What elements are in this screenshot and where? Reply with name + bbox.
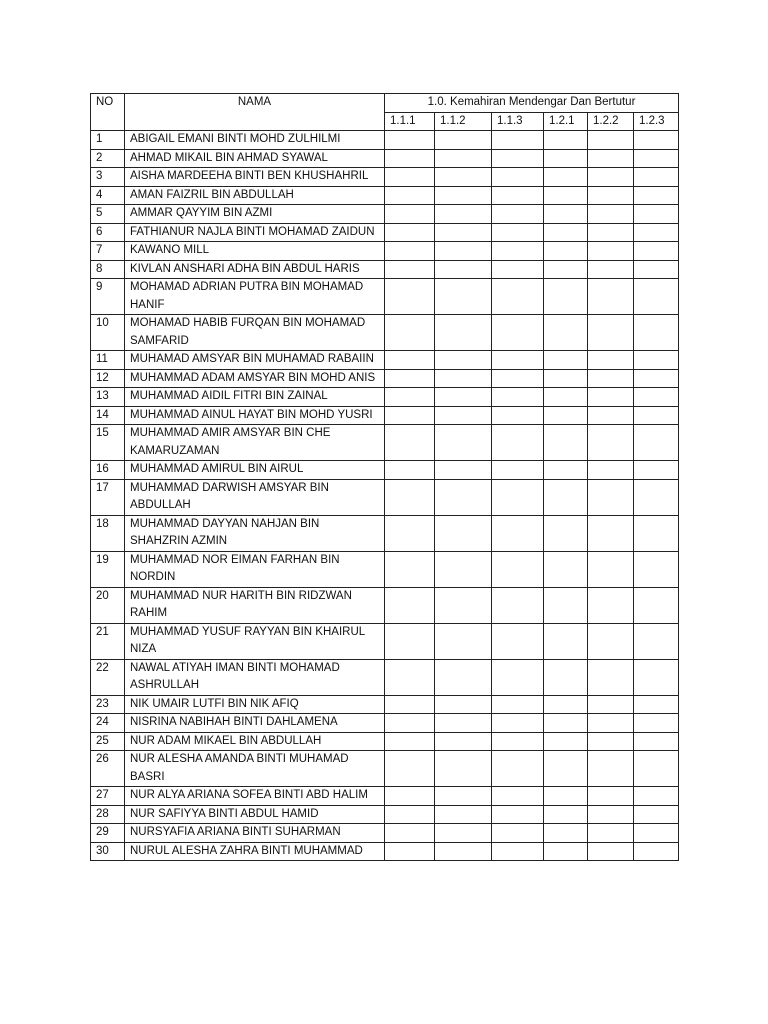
assessment-cell[interactable] bbox=[385, 714, 435, 733]
assessment-cell[interactable] bbox=[544, 805, 588, 824]
table-row bbox=[91, 425, 679, 461]
assessment-cell[interactable] bbox=[435, 223, 492, 242]
row-number: 23 bbox=[91, 695, 125, 714]
assessment-cell[interactable] bbox=[544, 714, 588, 733]
assessment-cell[interactable] bbox=[588, 351, 634, 370]
table-row bbox=[91, 315, 679, 351]
row-number: 9 bbox=[91, 279, 125, 315]
assessment-cell[interactable] bbox=[544, 406, 588, 425]
assessment-cell[interactable] bbox=[544, 461, 588, 480]
assessment-cell[interactable] bbox=[435, 168, 492, 187]
assessment-cell[interactable] bbox=[435, 369, 492, 388]
student-name: NUR ADAM MIKAEL BIN ABDULLAH bbox=[125, 732, 385, 751]
assessment-cell[interactable] bbox=[588, 479, 634, 515]
assessment-cell[interactable] bbox=[544, 186, 588, 205]
assessment-cell[interactable] bbox=[435, 751, 492, 787]
table-row bbox=[91, 223, 679, 242]
row-number: 24 bbox=[91, 714, 125, 733]
table-row bbox=[91, 461, 679, 480]
student-name: NUR ALYA ARIANA SOFEA BINTI ABD HALIM bbox=[125, 787, 385, 806]
assessment-cell[interactable] bbox=[588, 515, 634, 551]
assessment-cell[interactable] bbox=[544, 242, 588, 261]
assessment-cell[interactable] bbox=[634, 223, 679, 242]
student-name: KIVLAN ANSHARI ADHA BIN ABDUL HARIS bbox=[125, 260, 385, 279]
row-number: 6 bbox=[91, 223, 125, 242]
assessment-cell[interactable] bbox=[435, 787, 492, 806]
table-row bbox=[91, 587, 679, 623]
assessment-cell[interactable] bbox=[544, 369, 588, 388]
assessment-cell[interactable] bbox=[588, 168, 634, 187]
header-row-main bbox=[91, 94, 679, 113]
assessment-cell[interactable] bbox=[634, 805, 679, 824]
assessment-cell[interactable] bbox=[544, 149, 588, 168]
table-row bbox=[91, 369, 679, 388]
assessment-cell[interactable] bbox=[492, 751, 544, 787]
assessment-cell[interactable] bbox=[544, 787, 588, 806]
row-number: 30 bbox=[91, 842, 125, 861]
assessment-cell[interactable] bbox=[492, 461, 544, 480]
assessment-cell[interactable] bbox=[544, 515, 588, 551]
assessment-cell[interactable] bbox=[492, 714, 544, 733]
assessment-cell[interactable] bbox=[492, 369, 544, 388]
assessment-cell[interactable] bbox=[634, 732, 679, 751]
row-number: 25 bbox=[91, 732, 125, 751]
assessment-cell[interactable] bbox=[634, 279, 679, 315]
assessment-cell[interactable] bbox=[544, 205, 588, 224]
student-name: KAWANO MILL bbox=[125, 242, 385, 261]
table-row bbox=[91, 732, 679, 751]
sub-header-1-2-2: 1.2.2 bbox=[588, 112, 634, 131]
assessment-cell[interactable] bbox=[544, 351, 588, 370]
assessment-cell[interactable] bbox=[435, 242, 492, 261]
row-number: 1 bbox=[91, 131, 125, 150]
table-row bbox=[91, 186, 679, 205]
assessment-cell[interactable] bbox=[435, 695, 492, 714]
row-number: 27 bbox=[91, 787, 125, 806]
table-row bbox=[91, 751, 679, 787]
assessment-cell[interactable] bbox=[492, 695, 544, 714]
assessment-cell[interactable] bbox=[634, 242, 679, 261]
assessment-cell[interactable] bbox=[385, 223, 435, 242]
assessment-cell[interactable] bbox=[435, 479, 492, 515]
assessment-cell[interactable] bbox=[634, 787, 679, 806]
student-name: ABIGAIL EMANI BINTI MOHD ZULHILMI bbox=[125, 131, 385, 150]
assessment-cell[interactable] bbox=[544, 168, 588, 187]
assessment-cell[interactable] bbox=[385, 551, 435, 587]
student-name: MOHAMAD HABIB FURQAN BIN MOHAMAD SAMFARID bbox=[125, 315, 385, 351]
assessment-cell[interactable] bbox=[385, 842, 435, 861]
sub-header-1-2-3: 1.2.3 bbox=[634, 112, 679, 131]
table-row bbox=[91, 714, 679, 733]
assessment-cell[interactable] bbox=[634, 168, 679, 187]
assessment-cell[interactable] bbox=[588, 260, 634, 279]
assessment-cell[interactable] bbox=[435, 388, 492, 407]
assessment-cell[interactable] bbox=[435, 587, 492, 623]
assessment-cell[interactable] bbox=[385, 587, 435, 623]
assessment-cell[interactable] bbox=[492, 515, 544, 551]
assessment-cell[interactable] bbox=[385, 168, 435, 187]
student-name: NAWAL ATIYAH IMAN BINTI MOHAMAD ASHRULLAH bbox=[125, 659, 385, 695]
assessment-cell[interactable] bbox=[588, 623, 634, 659]
assessment-cell[interactable] bbox=[634, 751, 679, 787]
assessment-cell[interactable] bbox=[385, 805, 435, 824]
assessment-cell[interactable] bbox=[634, 515, 679, 551]
assessment-cell[interactable] bbox=[634, 260, 679, 279]
assessment-cell[interactable] bbox=[634, 406, 679, 425]
table-header bbox=[91, 94, 679, 131]
assessment-cell[interactable] bbox=[544, 732, 588, 751]
student-name: NISRINA NABIHAH BINTI DAHLAMENA bbox=[125, 714, 385, 733]
assessment-cell[interactable] bbox=[588, 805, 634, 824]
assessment-cell[interactable] bbox=[492, 623, 544, 659]
table-row bbox=[91, 787, 679, 806]
table-row bbox=[91, 351, 679, 370]
row-number: 12 bbox=[91, 369, 125, 388]
assessment-cell[interactable] bbox=[492, 131, 544, 150]
row-number: 5 bbox=[91, 205, 125, 224]
table-row bbox=[91, 279, 679, 315]
assessment-cell[interactable] bbox=[385, 315, 435, 351]
assessment-cell[interactable] bbox=[435, 732, 492, 751]
assessment-cell[interactable] bbox=[385, 186, 435, 205]
assessment-cell[interactable] bbox=[385, 242, 435, 261]
assessment-cell[interactable] bbox=[634, 551, 679, 587]
student-name: MUHAMAD AMSYAR BIN MUHAMAD RABAIIN bbox=[125, 351, 385, 370]
assessment-cell[interactable] bbox=[492, 315, 544, 351]
column-header-no: NO bbox=[91, 94, 125, 131]
assessment-cell[interactable] bbox=[544, 279, 588, 315]
assessment-cell[interactable] bbox=[544, 223, 588, 242]
student-name: MUHAMMAD AMIRUL BIN AIRUL bbox=[125, 461, 385, 480]
assessment-cell[interactable] bbox=[634, 695, 679, 714]
assessment-cell[interactable] bbox=[435, 623, 492, 659]
table-row bbox=[91, 695, 679, 714]
student-name: MUHAMMAD DAYYAN NAHJAN BIN SHAHZRIN AZMIN bbox=[125, 515, 385, 551]
assessment-cell[interactable] bbox=[544, 479, 588, 515]
assessment-cell[interactable] bbox=[634, 351, 679, 370]
assessment-cell[interactable] bbox=[634, 205, 679, 224]
assessment-cell[interactable] bbox=[588, 149, 634, 168]
assessment-cell[interactable] bbox=[544, 695, 588, 714]
assessment-cell[interactable] bbox=[634, 131, 679, 150]
table-row bbox=[91, 149, 679, 168]
assessment-cell[interactable] bbox=[634, 587, 679, 623]
assessment-cell[interactable] bbox=[544, 551, 588, 587]
assessment-cell[interactable] bbox=[634, 369, 679, 388]
assessment-cell[interactable] bbox=[588, 551, 634, 587]
assessment-cell[interactable] bbox=[435, 659, 492, 695]
row-number: 21 bbox=[91, 623, 125, 659]
assessment-cell[interactable] bbox=[435, 279, 492, 315]
table-body bbox=[91, 131, 679, 861]
assessment-cell[interactable] bbox=[435, 406, 492, 425]
assessment-cell[interactable] bbox=[492, 279, 544, 315]
row-number: 20 bbox=[91, 587, 125, 623]
table-row bbox=[91, 659, 679, 695]
assessment-cell[interactable] bbox=[492, 168, 544, 187]
assessment-cell[interactable] bbox=[385, 824, 435, 843]
assessment-cell[interactable] bbox=[385, 425, 435, 461]
assessment-cell[interactable] bbox=[588, 242, 634, 261]
row-number: 22 bbox=[91, 659, 125, 695]
assessment-cell[interactable] bbox=[435, 149, 492, 168]
assessment-cell[interactable] bbox=[492, 388, 544, 407]
assessment-cell[interactable] bbox=[634, 315, 679, 351]
assessment-cell[interactable] bbox=[435, 425, 492, 461]
sub-header-1-2-1: 1.2.1 bbox=[544, 112, 588, 131]
table-row bbox=[91, 406, 679, 425]
assessment-cell[interactable] bbox=[492, 805, 544, 824]
assessment-cell[interactable] bbox=[634, 659, 679, 695]
row-number: 10 bbox=[91, 315, 125, 351]
student-name: MUHAMMAD ADAM AMSYAR BIN MOHD ANIS bbox=[125, 369, 385, 388]
assessment-cell[interactable] bbox=[385, 369, 435, 388]
table-row bbox=[91, 479, 679, 515]
assessment-cell[interactable] bbox=[544, 842, 588, 861]
row-number: 7 bbox=[91, 242, 125, 261]
assessment-cell[interactable] bbox=[544, 659, 588, 695]
student-name: NURSYAFIA ARIANA BINTI SUHARMAN bbox=[125, 824, 385, 843]
assessment-cell[interactable] bbox=[634, 149, 679, 168]
student-name: AMMAR QAYYIM BIN AZMI bbox=[125, 205, 385, 224]
assessment-cell[interactable] bbox=[385, 659, 435, 695]
assessment-cell[interactable] bbox=[435, 551, 492, 587]
student-name: NIK UMAIR LUTFI BIN NIK AFIQ bbox=[125, 695, 385, 714]
assessment-cell[interactable] bbox=[634, 388, 679, 407]
assessment-cell[interactable] bbox=[588, 732, 634, 751]
assessment-cell[interactable] bbox=[544, 260, 588, 279]
assessment-cell[interactable] bbox=[385, 279, 435, 315]
student-name: NURUL ALESHA ZAHRA BINTI MUHAMMAD bbox=[125, 842, 385, 861]
student-name: MUHAMMAD NUR HARITH BIN RIDZWAN RAHIM bbox=[125, 587, 385, 623]
table-row bbox=[91, 205, 679, 224]
assessment-cell[interactable] bbox=[634, 186, 679, 205]
assessment-cell[interactable] bbox=[588, 659, 634, 695]
assessment-cell[interactable] bbox=[492, 351, 544, 370]
assessment-cell[interactable] bbox=[588, 186, 634, 205]
row-number: 19 bbox=[91, 551, 125, 587]
assessment-cell[interactable] bbox=[588, 406, 634, 425]
assessment-cell[interactable] bbox=[634, 842, 679, 861]
assessment-cell[interactable] bbox=[588, 279, 634, 315]
table-row bbox=[91, 623, 679, 659]
assessment-cell[interactable] bbox=[492, 149, 544, 168]
table-row bbox=[91, 131, 679, 150]
student-name: MOHAMAD ADRIAN PUTRA BIN MOHAMAD HANIF bbox=[125, 279, 385, 315]
row-number: 18 bbox=[91, 515, 125, 551]
sub-header-1-1-3: 1.1.3 bbox=[492, 112, 544, 131]
student-name: AHMAD MIKAIL BIN AHMAD SYAWAL bbox=[125, 149, 385, 168]
assessment-cell[interactable] bbox=[435, 131, 492, 150]
assessment-cell[interactable] bbox=[435, 461, 492, 480]
assessment-cell[interactable] bbox=[588, 223, 634, 242]
column-header-name: NAMA bbox=[125, 94, 385, 131]
assessment-cell[interactable] bbox=[588, 751, 634, 787]
assessment-cell[interactable] bbox=[435, 315, 492, 351]
assessment-cell[interactable] bbox=[634, 623, 679, 659]
student-name: NUR ALESHA AMANDA BINTI MUHAMAD BASRI bbox=[125, 751, 385, 787]
column-group-header: 1.0. Kemahiran Mendengar Dan Bertutur bbox=[385, 94, 679, 113]
assessment-cell[interactable] bbox=[588, 425, 634, 461]
assessment-cell[interactable] bbox=[492, 659, 544, 695]
assessment-cell[interactable] bbox=[588, 714, 634, 733]
table-row bbox=[91, 842, 679, 861]
row-number: 11 bbox=[91, 351, 125, 370]
table-row bbox=[91, 168, 679, 187]
student-name: MUHAMMAD YUSUF RAYYAN BIN KHAIRUL NIZA bbox=[125, 623, 385, 659]
assessment-cell[interactable] bbox=[544, 388, 588, 407]
assessment-cell[interactable] bbox=[634, 714, 679, 733]
assessment-cell[interactable] bbox=[435, 805, 492, 824]
assessment-cell[interactable] bbox=[435, 186, 492, 205]
assessment-cell[interactable] bbox=[492, 787, 544, 806]
row-number: 26 bbox=[91, 751, 125, 787]
assessment-cell[interactable] bbox=[634, 824, 679, 843]
assessment-cell[interactable] bbox=[492, 242, 544, 261]
student-name: FATHIANUR NAJLA BINTI MOHAMAD ZAIDUN bbox=[125, 223, 385, 242]
assessment-cell[interactable] bbox=[588, 695, 634, 714]
assessment-cell[interactable] bbox=[492, 260, 544, 279]
assessment-cell[interactable] bbox=[385, 623, 435, 659]
student-name: MUHAMMAD DARWISH AMSYAR BIN ABDULLAH bbox=[125, 479, 385, 515]
sub-header-1-1-2: 1.1.2 bbox=[435, 112, 492, 131]
assessment-cell[interactable] bbox=[634, 461, 679, 480]
row-number: 28 bbox=[91, 805, 125, 824]
assessment-cell[interactable] bbox=[544, 751, 588, 787]
row-number: 3 bbox=[91, 168, 125, 187]
student-name: AMAN FAIZRIL BIN ABDULLAH bbox=[125, 186, 385, 205]
table-row bbox=[91, 515, 679, 551]
assessment-cell[interactable] bbox=[492, 824, 544, 843]
assessment-cell[interactable] bbox=[435, 515, 492, 551]
assessment-cell[interactable] bbox=[435, 824, 492, 843]
assessment-cell[interactable] bbox=[385, 695, 435, 714]
assessment-cell[interactable] bbox=[492, 223, 544, 242]
row-number: 4 bbox=[91, 186, 125, 205]
row-number: 15 bbox=[91, 425, 125, 461]
assessment-cell[interactable] bbox=[385, 461, 435, 480]
assessment-cell[interactable] bbox=[385, 732, 435, 751]
sub-header-1-1-1: 1.1.1 bbox=[385, 112, 435, 131]
assessment-cell[interactable] bbox=[385, 388, 435, 407]
assessment-cell[interactable] bbox=[588, 461, 634, 480]
row-number: 14 bbox=[91, 406, 125, 425]
student-name: MUHAMMAD AINUL HAYAT BIN MOHD YUSRI bbox=[125, 406, 385, 425]
assessment-cell[interactable] bbox=[588, 388, 634, 407]
row-number: 13 bbox=[91, 388, 125, 407]
assessment-cell[interactable] bbox=[385, 205, 435, 224]
assessment-cell[interactable] bbox=[435, 714, 492, 733]
table-row bbox=[91, 242, 679, 261]
assessment-cell[interactable] bbox=[385, 479, 435, 515]
assessment-cell[interactable] bbox=[385, 131, 435, 150]
row-number: 17 bbox=[91, 479, 125, 515]
assessment-cell[interactable] bbox=[385, 351, 435, 370]
assessment-cell[interactable] bbox=[544, 425, 588, 461]
assessment-cell[interactable] bbox=[544, 824, 588, 843]
assessment-cell[interactable] bbox=[492, 842, 544, 861]
assessment-cell[interactable] bbox=[588, 824, 634, 843]
assessment-cell[interactable] bbox=[544, 587, 588, 623]
student-name: AISHA MARDEEHA BINTI BEN KHUSHAHRIL bbox=[125, 168, 385, 187]
assessment-cell[interactable] bbox=[492, 425, 544, 461]
assessment-cell[interactable] bbox=[492, 587, 544, 623]
assessment-cell[interactable] bbox=[492, 479, 544, 515]
table-row bbox=[91, 388, 679, 407]
table-row bbox=[91, 824, 679, 843]
assessment-cell[interactable] bbox=[492, 205, 544, 224]
row-number: 8 bbox=[91, 260, 125, 279]
student-name: NUR SAFIYYA BINTI ABDUL HAMID bbox=[125, 805, 385, 824]
assessment-cell[interactable] bbox=[588, 842, 634, 861]
student-name: MUHAMMAD AIDIL FITRI BIN ZAINAL bbox=[125, 388, 385, 407]
assessment-cell[interactable] bbox=[588, 205, 634, 224]
assessment-cell[interactable] bbox=[634, 425, 679, 461]
assessment-cell[interactable] bbox=[634, 479, 679, 515]
assessment-cell[interactable] bbox=[435, 260, 492, 279]
student-name: MUHAMMAD NOR EIMAN FARHAN BIN NORDIN bbox=[125, 551, 385, 587]
assessment-cell[interactable] bbox=[544, 623, 588, 659]
table-row bbox=[91, 805, 679, 824]
student-skills-table bbox=[90, 93, 679, 861]
row-number: 2 bbox=[91, 149, 125, 168]
assessment-cell[interactable] bbox=[435, 351, 492, 370]
assessment-cell[interactable] bbox=[492, 732, 544, 751]
assessment-cell[interactable] bbox=[492, 406, 544, 425]
assessment-cell[interactable] bbox=[588, 787, 634, 806]
assessment-cell[interactable] bbox=[385, 406, 435, 425]
assessment-cell[interactable] bbox=[435, 842, 492, 861]
assessment-cell[interactable] bbox=[588, 315, 634, 351]
assessment-cell[interactable] bbox=[544, 315, 588, 351]
assessment-cell[interactable] bbox=[492, 551, 544, 587]
assessment-cell[interactable] bbox=[435, 205, 492, 224]
assessment-cell[interactable] bbox=[385, 751, 435, 787]
assessment-cell[interactable] bbox=[544, 131, 588, 150]
assessment-cell[interactable] bbox=[385, 787, 435, 806]
assessment-cell[interactable] bbox=[588, 131, 634, 150]
table-row bbox=[91, 551, 679, 587]
row-number: 29 bbox=[91, 824, 125, 843]
assessment-cell[interactable] bbox=[385, 260, 435, 279]
assessment-cell[interactable] bbox=[588, 369, 634, 388]
student-name: MUHAMMAD AMIR AMSYAR BIN CHE KAMARUZAMAN bbox=[125, 425, 385, 461]
row-number: 16 bbox=[91, 461, 125, 480]
assessment-cell[interactable] bbox=[492, 186, 544, 205]
assessment-cell[interactable] bbox=[588, 587, 634, 623]
table-row bbox=[91, 260, 679, 279]
assessment-cell[interactable] bbox=[385, 515, 435, 551]
assessment-cell[interactable] bbox=[385, 149, 435, 168]
